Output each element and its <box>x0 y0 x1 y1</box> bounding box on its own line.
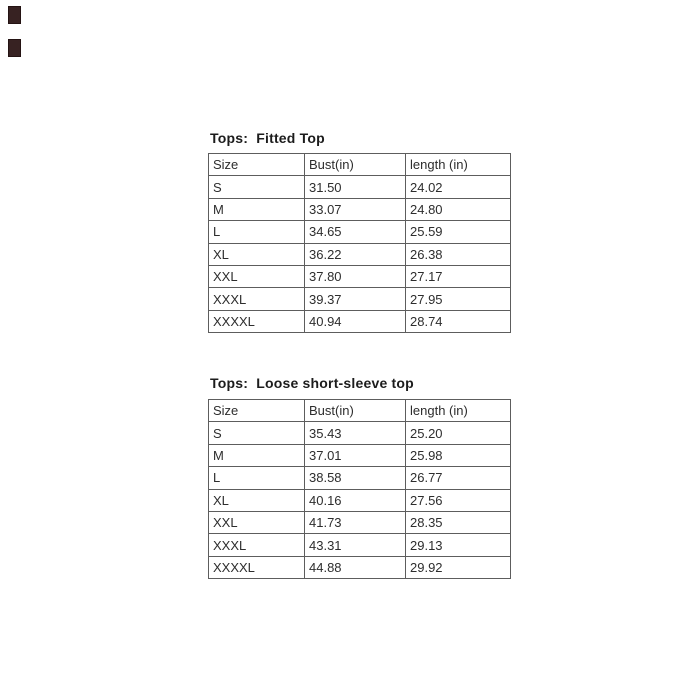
cell-length: 25.59 <box>406 221 511 243</box>
cell-size: S <box>209 422 305 444</box>
cell-length: 27.17 <box>406 265 511 287</box>
loose-top-size-table <box>208 399 511 579</box>
table-row <box>209 221 511 243</box>
cell-length: 26.38 <box>406 243 511 265</box>
table-row <box>209 265 511 287</box>
cell-size: XXXXL <box>209 310 305 332</box>
cell-bust: 40.94 <box>305 310 406 332</box>
cell-size: M <box>209 444 305 466</box>
table-row <box>209 534 511 556</box>
cell-length: 26.77 <box>406 467 511 489</box>
cell-size: M <box>209 198 305 220</box>
fitted-top-size-table <box>208 153 511 333</box>
cell-length: 24.02 <box>406 176 511 198</box>
cell-size: S <box>209 176 305 198</box>
column-header-size: Size <box>209 400 305 422</box>
cell-length: 28.35 <box>406 511 511 533</box>
cell-bust: 36.22 <box>305 243 406 265</box>
cell-bust: 37.01 <box>305 444 406 466</box>
cell-bust: 41.73 <box>305 511 406 533</box>
cell-length: 25.98 <box>406 444 511 466</box>
table-row <box>209 243 511 265</box>
cell-bust: 40.16 <box>305 489 406 511</box>
loose-top-title: Tops: Loose short-sleeve top <box>210 375 414 391</box>
cell-size: XXXL <box>209 288 305 310</box>
cell-bust: 33.07 <box>305 198 406 220</box>
header-row <box>209 154 511 176</box>
table-row <box>209 422 511 444</box>
table-row <box>209 556 511 578</box>
header-row <box>209 400 511 422</box>
cell-length: 27.56 <box>406 489 511 511</box>
cell-length: 24.80 <box>406 198 511 220</box>
cell-size: XXL <box>209 265 305 287</box>
column-header-length: length (in) <box>406 154 511 176</box>
broken-image-icon <box>8 39 21 57</box>
cell-length: 25.20 <box>406 422 511 444</box>
column-header-bust: Bust(in) <box>305 154 406 176</box>
table-row <box>209 198 511 220</box>
cell-size: XXXXL <box>209 556 305 578</box>
cell-size: XL <box>209 243 305 265</box>
cell-size: XXL <box>209 511 305 533</box>
cell-bust: 43.31 <box>305 534 406 556</box>
table-row <box>209 511 511 533</box>
cell-bust: 31.50 <box>305 176 406 198</box>
cell-length: 29.13 <box>406 534 511 556</box>
cell-length: 27.95 <box>406 288 511 310</box>
table-row <box>209 176 511 198</box>
table-row <box>209 310 511 332</box>
table-row <box>209 467 511 489</box>
cell-bust: 35.43 <box>305 422 406 444</box>
column-header-length: length (in) <box>406 400 511 422</box>
cell-size: L <box>209 221 305 243</box>
cell-size: XL <box>209 489 305 511</box>
table-row <box>209 444 511 466</box>
cell-size: L <box>209 467 305 489</box>
fitted-top-title: Tops: Fitted Top <box>210 130 325 146</box>
column-header-bust: Bust(in) <box>305 400 406 422</box>
broken-image-icon <box>8 6 21 24</box>
cell-size: XXXL <box>209 534 305 556</box>
table-row <box>209 288 511 310</box>
cell-bust: 37.80 <box>305 265 406 287</box>
table-row <box>209 489 511 511</box>
cell-length: 29.92 <box>406 556 511 578</box>
cell-bust: 39.37 <box>305 288 406 310</box>
column-header-size: Size <box>209 154 305 176</box>
cell-bust: 44.88 <box>305 556 406 578</box>
cell-bust: 34.65 <box>305 221 406 243</box>
cell-bust: 38.58 <box>305 467 406 489</box>
cell-length: 28.74 <box>406 310 511 332</box>
